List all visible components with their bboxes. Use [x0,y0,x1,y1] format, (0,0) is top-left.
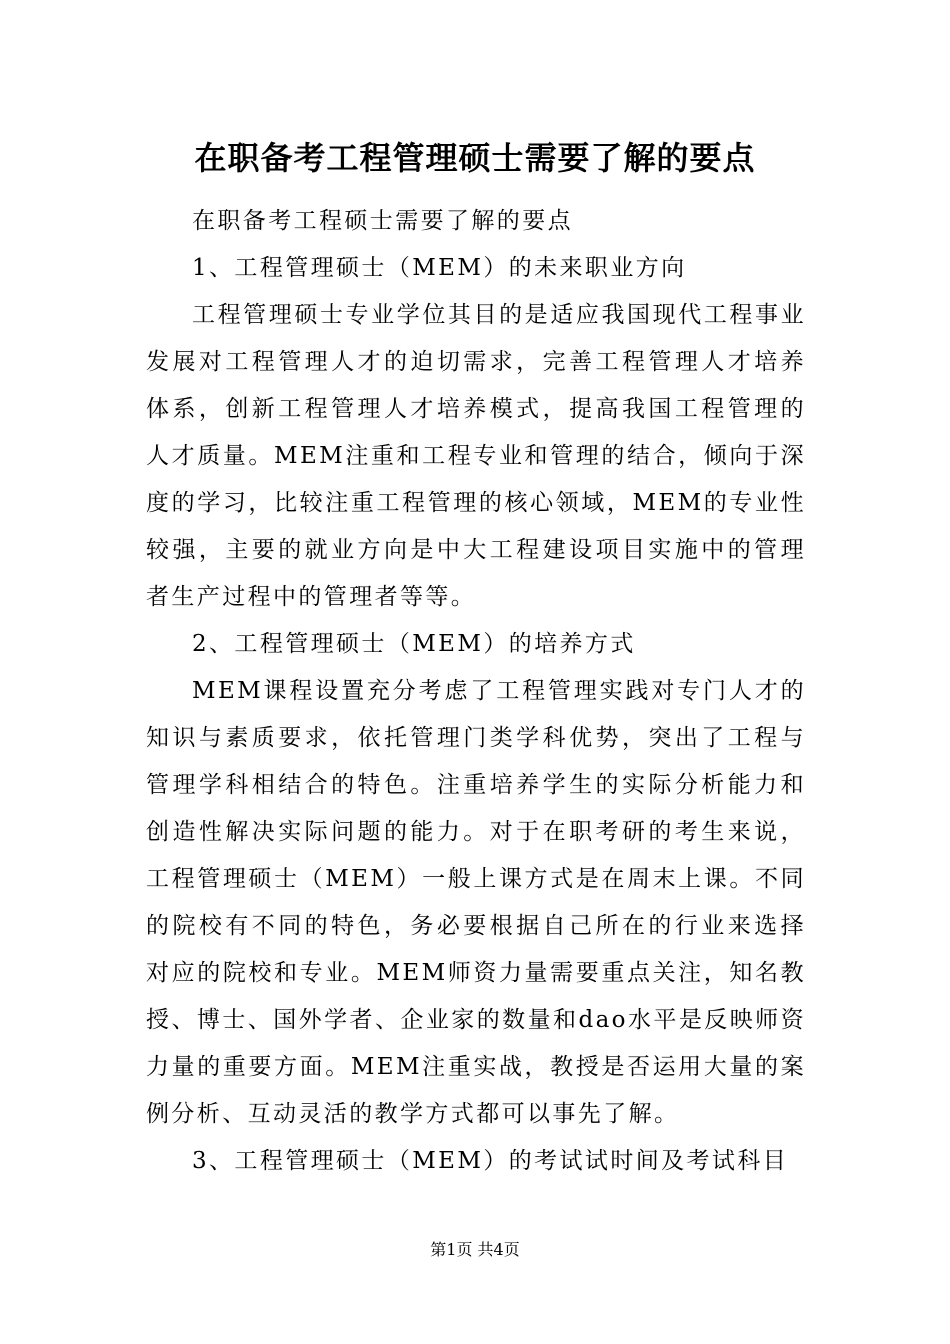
section-heading-3: 3、工程管理硕士（MEM）的考试试时间及考试科目 [192,1148,789,1174]
document-body [146,198,806,1185]
subtitle-paragraph: 在职备考工程硕士需要了解的要点 [192,208,573,234]
section-heading-2: 2、工程管理硕士（MEM）的培养方式 [192,631,636,657]
body-paragraph-2: MEM课程设置充分考虑了工程管理实践对专门人才的知识与素质要求，依托管理门类学科优势，突出了工程与管理学科相结合的特色。注重培养学生的实际分析能力和创造性解决实际问题的能力。对于在职考研的考生来说，工程管理硕士（MEM）一般上课方式是在周末上课。不同的院校有不同的特色，务必要根据自己所在的行业来选择对应的院校和专业。MEM师资力量需要重点关注，知名教授、博士、国外学者、企业家的数量和dao水平是反映师资力量的重要方面。MEM注重实战，教授是否运用大量的案例分析、互动灵活的教学方式都可以事先了解。 [146,678,806,1127]
body-paragraph-1: 工程管理硕士专业学位其目的是适应我国现代工程事业发展对工程管理人才的迫切需求，完善工程管理人才培养体系，创新工程管理人才培养模式，提高我国工程管理的人才质量。MEM注重和工程专业和管理的结合，倾向于深度的学习，比较注重工程管理的核心领域，MEM的专业性较强，主要的就业方向是中大工程建设项目实施中的管理者生产过程中的管理者等等。 [146,302,806,610]
document-title: 在职备考工程管理硕士需要了解的要点 [194,139,756,177]
page-footer: 第1页 共4页 [430,1240,520,1259]
section-heading-1: 1、工程管理硕士（MEM）的未来职业方向 [192,255,687,281]
